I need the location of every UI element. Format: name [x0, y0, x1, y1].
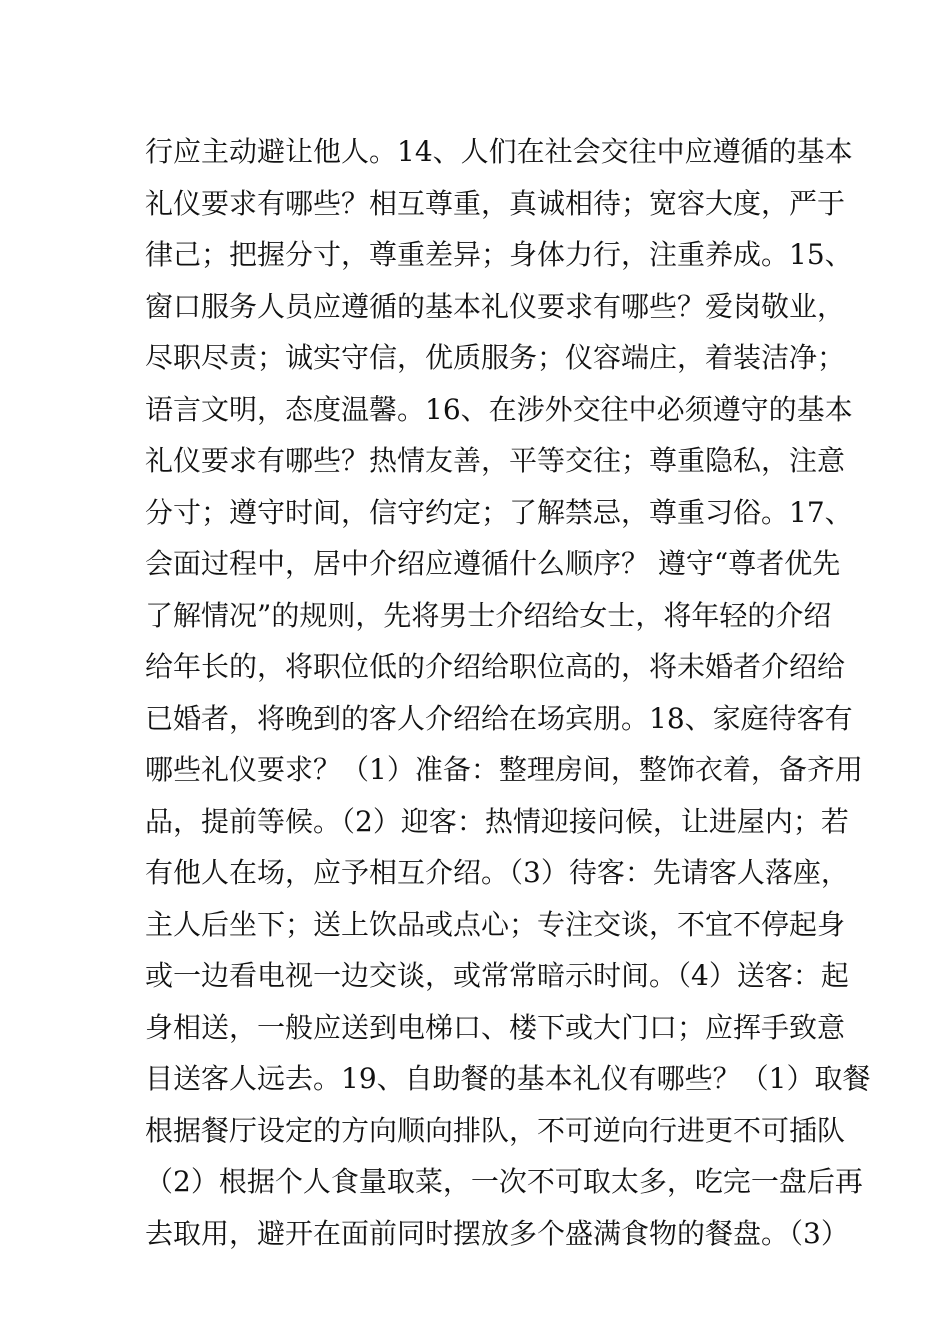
- text-line: 有他人在场，应予相互介绍。（3）待客：先请客人落座，: [145, 856, 849, 889]
- text-line: 或一边看电视一边交谈，或常常暗示时间。（4）送客：起: [145, 959, 849, 992]
- text-line: 根据餐厅设定的方向顺向排队，不可逆向行进更不可插队: [145, 1113, 846, 1147]
- text-line: 主人后坐下；送上饮品或点心；专注交谈，不宜不停起身: [145, 907, 846, 941]
- text-line: 窗口服务人员应遵循的基本礼仪要求有哪些？爱岗敬业，: [145, 289, 846, 323]
- text-line: 目送客人远去。19、自助餐的基本礼仪有哪些？（1）取餐: [145, 1062, 871, 1095]
- text-line: 去取用，避开在面前同时摆放多个盛满食物的餐盘。（3）: [145, 1216, 849, 1250]
- text-line: 给年长的，将职位低的介绍给职位高的，将未婚者介绍给: [145, 650, 846, 683]
- body-text: [145, 126, 871, 1259]
- text-line: （2）根据个人食量取菜，一次不可取太多，吃完一盘后再: [145, 1165, 863, 1198]
- text-line: 已婚者，将晚到的客人介绍给在场宾朋。18、家庭待客有: [145, 701, 853, 735]
- text-line: 礼仪要求有哪些？相互尊重，真诚相待；宽容大度，严于: [145, 186, 846, 220]
- text-line: 会面过程中，居中介绍应遵循什么顺序？ 遵守“尊者优先: [145, 547, 841, 580]
- text-line: 哪些礼仪要求？（1）准备：整理房间，整饰衣着，备齐用: [145, 753, 863, 786]
- text-line: 律己；把握分寸，尊重差异；身体力行，注重养成。15、: [145, 238, 853, 271]
- text-line: 尽职尽责；诚实守信，优质服务；仪容端庄，着装洁净；: [145, 341, 846, 374]
- text-line: 了解情况”的规则，先将男士介绍给女士，将年轻的介绍: [145, 598, 832, 632]
- text-line: 礼仪要求有哪些？热情友善，平等交往；尊重隐私，注意: [145, 444, 846, 477]
- text-line: 分寸；遵守时间，信守约定；了解禁忌，尊重习俗。17、: [145, 495, 853, 529]
- text-line: 语言文明，态度温馨。16、在涉外交往中必须遵守的基本: [145, 392, 853, 426]
- text-line: 品，提前等候。（2）迎客：热情迎接问候，让进屋内；若: [145, 804, 849, 838]
- text-line: 身相送，一般应送到电梯口、楼下或大门口；应挥手致意: [145, 1010, 846, 1044]
- text-line: 行应主动避让他人。14、人们在社会交往中应遵循的基本: [145, 135, 853, 168]
